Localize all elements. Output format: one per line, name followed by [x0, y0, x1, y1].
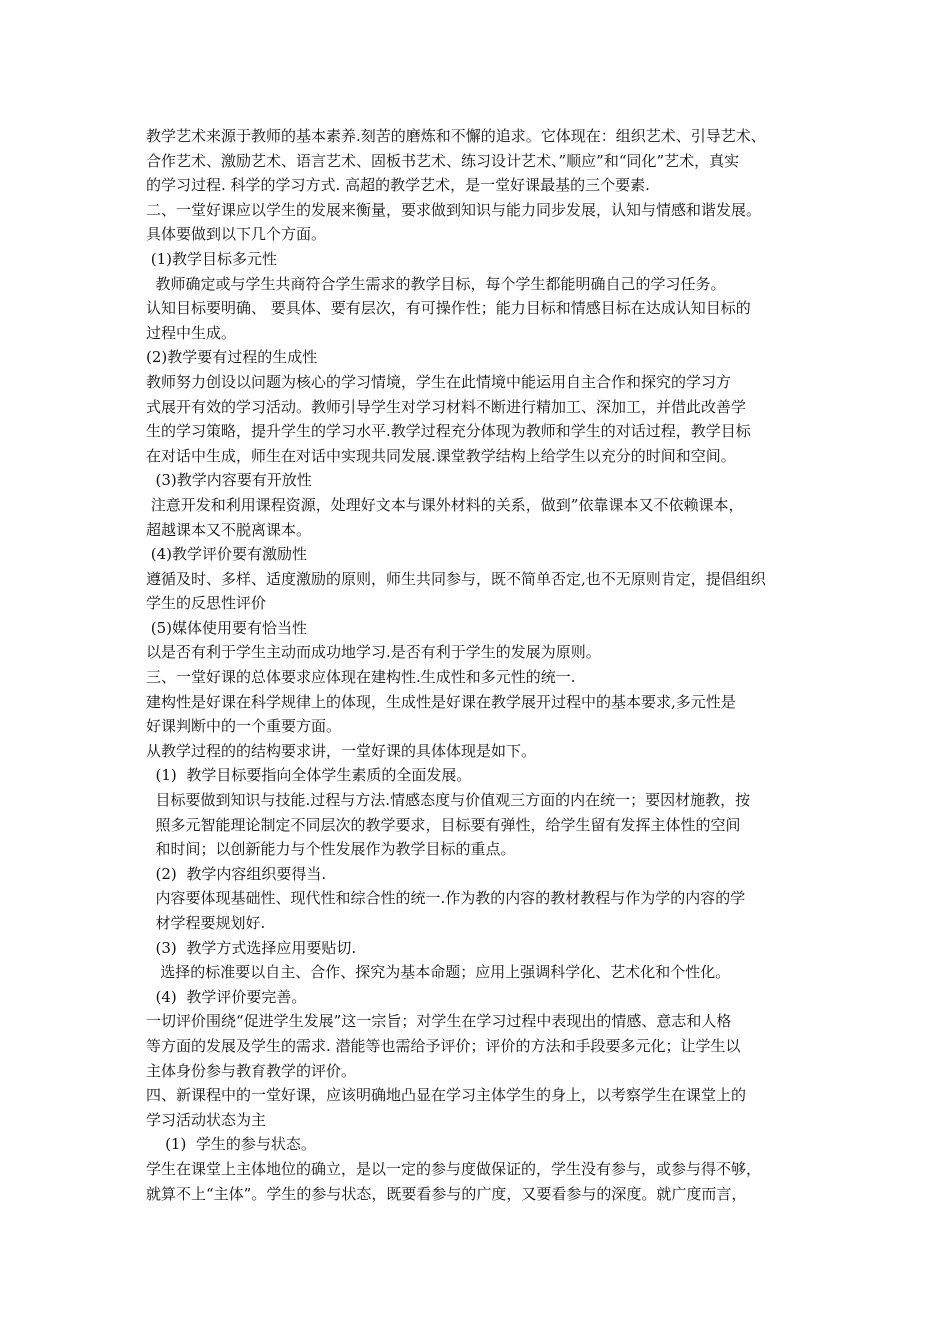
- text-line: 好课判断中的一个重要方面。: [146, 717, 342, 736]
- text-line: 就算不上“主体”。学生的参与状态，既要看参与的广度，又要看参与的深度。就广度而言，: [146, 1184, 747, 1203]
- text-line: 式展开有效的学习活动。教师引导学生对学习材料不断进行精加工、深加工，并借此改善学: [146, 397, 747, 416]
- text-line: 超越课本又不脱离课本。: [146, 520, 312, 539]
- text-line: 目标要做到知识与技能.过程与方法.情感态度与价值观三方面的内在统一；要因材施教，按: [146, 791, 751, 810]
- text-line: 遵循及时、多样、适度激励的原则，师生共同参与，既不简单否定,也不无原则肯定，提倡组织: [146, 569, 766, 588]
- text-line: 学生的反思性评价: [146, 594, 267, 613]
- text-line: 认知目标要明确、 要具体、要有层次，有可操作性；能力目标和情感目标在达成认知目标的: [146, 299, 751, 318]
- text-line: 注意开发和利用课程资源，处理好文本与课外材料的关系，做到”依靠课本又不依赖课本，: [146, 495, 744, 514]
- text-line: 过程中生成。: [146, 323, 237, 342]
- subsection-heading: (2)教学要有过程的生成性: [146, 348, 318, 367]
- section-heading: 二、一堂好课应以学生的发展来衡量，要求做到知识与能力同步发展，认知与情感和谐发展。: [146, 200, 762, 219]
- text-line: 生的学习策略，提升学生的学习水平.教学过程充分体现为教师和学生的对话过程，教学目标: [146, 422, 751, 441]
- text-line: 选择的标准要以自主、合作、探究为基本命题；应用上强调科学化、艺术化和个性化。: [146, 963, 731, 982]
- text-line: 合作艺术、激励艺术、语言艺术、固板书艺术、练习设计艺术、”顺应”和“同化”艺术，真实: [146, 151, 740, 170]
- subsection-heading: (1) 学生的参与状态。: [146, 1135, 316, 1154]
- text-line: 在对话中生成，师生在对话中实现共同发展.课堂教学结构上给学生以充分的时间和空间。: [146, 446, 736, 465]
- section-heading: 三、一堂好课的总体要求应体现在建构性.生成性和多元性的统一.: [146, 668, 576, 687]
- text-line: 学生在课堂上主体地位的确立，是以一定的参与度做保证的，学生没有参与，或参与得不够，: [146, 1159, 762, 1178]
- text-line: 材学程要规划好.: [146, 914, 266, 932]
- text-line: 具体要做到以下几个方面。: [146, 225, 327, 244]
- section-heading: 四、新课程中的一堂好课，应该明确地凸显在学习主体学生的身上，以考察学生在课堂上的: [146, 1086, 747, 1105]
- text-line: 和时间；以创新能力与个性发展作为教学目标的重点。: [146, 840, 516, 859]
- subsection-heading: (4)教学评价要有激励性: [146, 545, 308, 564]
- text-line: 教师努力创设以问题为核心的学习情境，学生在此情境中能运用自主合作和探究的学习方: [146, 372, 732, 391]
- text-line: 教学艺术来源于教师的基本素养.刻苦的磨炼和不懈的追求。它体现在：组织艺术、引导艺术、: [146, 127, 766, 145]
- text-line: 从教学过程的的结构要求讲，一堂好课的具体体现是如下。: [146, 741, 537, 760]
- text-line: 以是否有利于学生主动而成功地学习.是否有利于学生的发展为原则。: [146, 643, 601, 662]
- text-line: 的学习过程. 科学的学习方式. 高超的教学艺术，是一堂好课最基的三个要素.: [146, 176, 650, 195]
- subsection-heading: (4) 教学评价要完善。: [146, 987, 307, 1006]
- subsection-heading: (5)媒体使用要有恰当性: [146, 618, 308, 637]
- subsection-heading: (1)教学目标多元性: [146, 249, 278, 268]
- subsection-heading: (2) 教学内容组织要得当.: [146, 864, 327, 883]
- text-line: 照多元智能理论制定不同层次的教学要求，目标要有弹性，给学生留有发挥主体性的空间: [146, 815, 741, 834]
- text-line: 学习活动状态为主: [146, 1110, 267, 1129]
- subsection-heading: (3)教学内容要有开放性: [146, 471, 312, 490]
- text-line: 教师确定或与学生共商符合学生需求的教学目标，每个学生都能明确自己的学习任务。: [146, 274, 726, 293]
- text-line: 主体身份参与教育教学的评价。: [146, 1061, 357, 1080]
- document-body: [146, 124, 810, 1206]
- text-line: 内容要体现基础性、现代性和综合性的统一.作为教的内容的教材教程与作为学的内容的学: [146, 889, 746, 908]
- text-line: 建构性是好课在科学规律上的体现，生成性是好课在教学展开过程中的基本要求,多元性是: [146, 692, 736, 711]
- text-line: 等方面的发展及学生的需求. 潜能等也需给予评价；评价的方法和手段要多元化；让学生以: [146, 1036, 741, 1055]
- subsection-heading: (3) 教学方式选择应用要贴切.: [146, 938, 357, 957]
- text-line: 一切评价围绕“促进学生发展”这一宗旨；对学生在学习过程中表现出的情感、意志和人格: [146, 1012, 732, 1031]
- subsection-heading: (1) 教学目标要指向全体学生素质的全面发展。: [146, 766, 472, 785]
